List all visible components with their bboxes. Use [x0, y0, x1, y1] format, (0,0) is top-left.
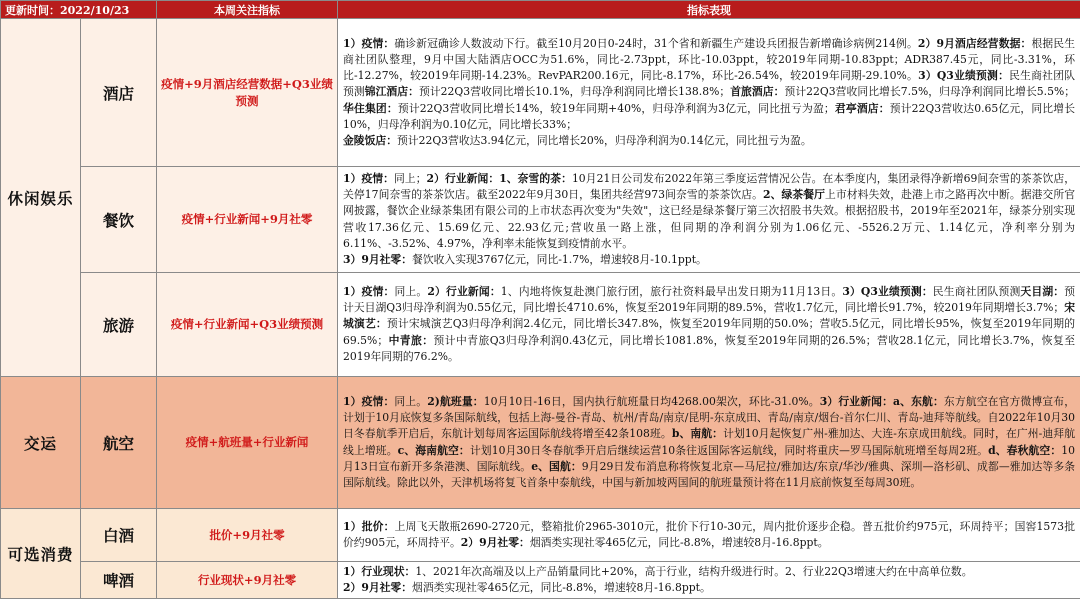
header-row	[1, 1, 1080, 19]
indicator-tourism: 疫情+行业新闻+Q3业绩预测	[157, 273, 338, 377]
category-transport: 交运	[1, 377, 81, 509]
indicator-dining: 疫情+行业新闻+9月社零	[157, 167, 338, 273]
table-row	[1, 167, 1080, 273]
category-leisure: 休闲娱乐	[1, 19, 81, 377]
table-row	[1, 19, 1080, 167]
header-performance: 指标表现	[338, 1, 1080, 19]
table-row	[1, 509, 1080, 562]
table-row	[1, 377, 1080, 509]
subcategory-tourism: 旅游	[81, 273, 157, 377]
indicator-aviation: 疫情+航班量+行业新闻	[157, 377, 338, 509]
indicator-beer: 行业现状+9月社零	[157, 562, 338, 599]
subcategory-beer: 啤酒	[81, 562, 157, 599]
performance-aviation: 1）疫情：同上。2)航班量：10月10日-16日，国内执行航班量日均4268.00架次，环比-31.0%。3）行业新闻：a、东航：东方航空在官方微博宣布，计划于10月底恢复多条国际航线，包括上海-曼谷-青岛、杭州/青岛/南京/昆明-东京成田、青岛/南京/烟台-首尔仁川、青岛-迪拜等航线。自2022年10月30日冬春航季开启后，东航计划每周客运国际航线将增至42条108班。b、南航：计划10月起恢复广州-雅加达、大连-东京成田航线。同时，在广州-迪拜航线上增班。c、海南航空：计划10月30日冬春航季开启后继续运营10条往返国际客运航线，同时将重庆—罗马国际航班增至每周2班。d、春秋航空：10月13日宣布新开多条港澳、国际航线。e、国航：9月29日发布消息称将恢复北京—马尼拉/雅加达/东京/华沙/雅典、深圳—洛杉矶、成都—雅加达等多条国际航线。除此以外，天津机场将复飞首条中泰航线，中国与新加坡两国间的航班量预计将在11月底前恢复至每周30班。	[338, 377, 1080, 509]
performance-baijiu: 1）批价：上周飞天散瓶2690-2720元，整箱批价2965-3010元，批价下行10-30元，周内批价逐步企稳。普五批价约975元，环周持平；国窖1573批价约905元，环周持平。2）9月社零：烟酒类实现社零465亿元，同比-8.8%，增速较8月-16.8ppt。	[338, 509, 1080, 562]
performance-dining: 1）疫情：同上；2）行业新闻：1、奈雪的茶：10月21日公司发布2022年第三季度运营情况公告。在本季度内，集团录得净新增69间奈雪的茶茶饮店，关停17间奈雪的茶茶饮店。截至2022年9月30日，集团共经营973间奈雪的茶茶饮店。2、绿茶餐厅上市材料失效，赴港上市之路再次中断。据港交所官网披露，餐饮企业绿茶集团有限公司的上市状态再次变为"失效"，这已经是绿茶餐厅第三次招股书失效。根据招股书，2019年至2021年，绿茶分别实现营收17.36亿元、15.69亿元、22.93亿元;营收虽一路上涨，但同期的净利润分别为1.06亿元、-5526.2万元、1.14亿元，净利率分别为6.11%、-3.52%、4.97%，净利率未能恢复到疫情前水平。 3）9月社零：餐饮收入实现3767亿元，同比-1.7%，增速较8月-10.1ppt。	[338, 167, 1080, 273]
subcategory-dining: 餐饮	[81, 167, 157, 273]
header-indicator: 本周关注指标	[157, 1, 338, 19]
performance-hotel: 1）疫情：确诊新冠确诊人数波动下行。截至10月20日0-24时，31个省和新疆生产建设兵团报告新增确诊病例214例。2）9月酒店经营数据：根据民生商社团队整理，9月中国大陆酒店OCC为51.6%，同比-2.73ppt，环比-10.03ppt，较2019年同期-10.83ppt；ADR387.45元，同比-3.31%，环比-12.27%，较2019年同期-14.23%。RevPAR200.16元，同比-8.17%，环比-26.54%，较2019年同期-29.10%。3）Q3业绩预测：民生商社团队预测锦江酒店：预计22Q3营收同比增长10.1%，归母净利润同比增长138.8%；首旅酒店：预计22Q3营收同比增长7.5%，归母净利润同比增长5.5%；华住集团：预计22Q3营收同比增长14%，较19年同期+40%，归母净利润为3亿元，同比扭亏为盈；君亭酒店：预计22Q3营收达0.65亿元，同比增长10%，归母净利润为0.10亿元，同比增长33%； 金陵饭店：预计22Q3营收达3.94亿元，同比增长20%，归母净利润为0.14亿元，同比扭亏为盈。	[338, 19, 1080, 167]
subcategory-baijiu: 白酒	[81, 509, 157, 562]
update-time: 更新时间：2022/10/23	[1, 1, 157, 19]
indicator-hotel: 疫情+9月酒店经营数据+Q3业绩预测	[157, 19, 338, 167]
subcategory-hotel: 酒店	[81, 19, 157, 167]
table-row	[1, 562, 1080, 599]
indicator-baijiu: 批价+9月社零	[157, 509, 338, 562]
table-row	[1, 273, 1080, 377]
category-consumer: 可选消费	[1, 509, 81, 599]
subcategory-aviation: 航空	[81, 377, 157, 509]
performance-tourism: 1）疫情：同上。2）行业新闻：1、内地将恢复赴澳门旅行团，旅行社资料最早出发日期为11月13日。3）Q3业绩预测：民生商社团队预测天目湖：预计天目湖Q3归母净利润为0.55亿元，同比增长4710.6%，恢复至2019年同期的89.5%，营收1.7亿元，同比增长91.7%，较2019年同期增长3.7%；宋城演艺：预计宋城演艺Q3归母净利润2.4亿元，同比增长347.8%，恢复至2019年同期的50.0%；营收5.5亿元，同比增长95%，恢复至2019年同期的69.5%；中青旅：预计中青旅Q3归母净利润0.43亿元，同比增长1081.8%，恢复至2019年同期的26.5%；营收28.1亿元，同比增长3.7%，恢复至2019年同期的76.2%。	[338, 273, 1080, 377]
performance-beer: 1）行业现状：1、2021年次高端及以上产品销量同比+20%，高于行业，结构升级进行时。2、行业22Q3增速大约在中高单位数。 2）9月社零：烟酒类实现社零465亿元，同比-8.8%，增速较8月-16.8ppt。	[338, 562, 1080, 599]
